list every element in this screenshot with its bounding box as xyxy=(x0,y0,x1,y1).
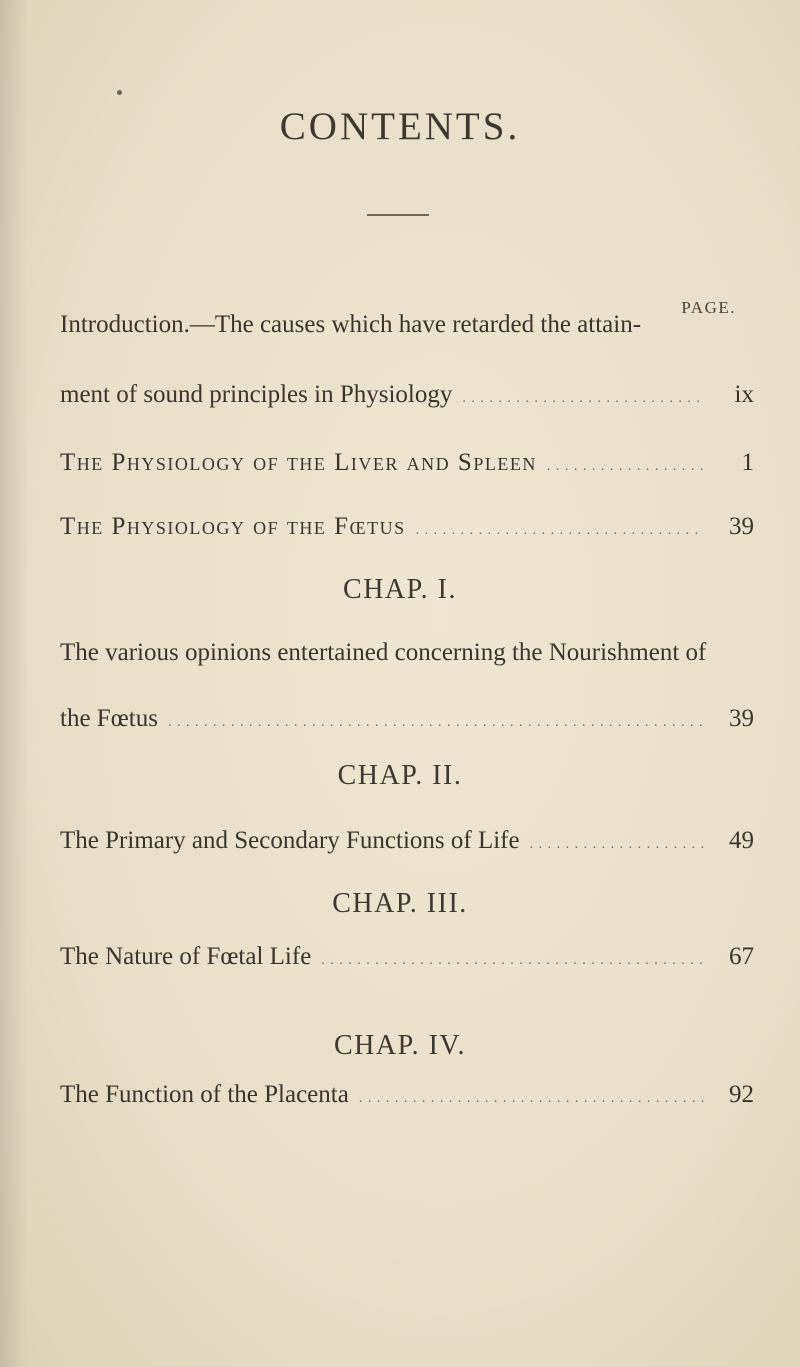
toc-entry-text: the Fœtus xyxy=(60,705,158,732)
toc-entry-chap2 xyxy=(60,826,762,860)
toc-entry-chap4 xyxy=(60,1080,762,1114)
toc-entry-foetus xyxy=(60,512,762,546)
toc-entry-introduction-line1 xyxy=(60,310,762,340)
toc-entry-chap1-line2 xyxy=(60,704,762,738)
toc-page-number: 39 xyxy=(729,513,754,540)
contents-heading: CONTENTS. xyxy=(279,105,521,148)
dot-leader xyxy=(321,946,704,976)
ink-speck xyxy=(117,90,122,95)
toc-entry-text: Introduction.—The causes which have retarded the attain- xyxy=(60,311,642,338)
chapter-heading-2: CHAP. II. xyxy=(337,760,463,791)
dot-leader xyxy=(359,1084,704,1114)
dot-leader xyxy=(462,384,704,414)
toc-page-number: 39 xyxy=(729,705,754,732)
toc-entry-text: The Primary and Secondary Functions of Life xyxy=(60,827,520,854)
toc-entry-text: ment of sound principles in Physiology xyxy=(60,381,453,408)
spine-shadow xyxy=(0,0,28,1367)
toc-entry-text: The Nature of Fœtal Life xyxy=(60,943,312,970)
page-column-label: PAGE. xyxy=(681,298,736,317)
heading-rule xyxy=(367,214,429,216)
chapter-heading-3: CHAP. III. xyxy=(332,888,468,919)
toc-entry-text: The Physiology of the Fœtus xyxy=(60,513,406,540)
toc-entry-introduction-line2 xyxy=(60,380,762,414)
chapter-heading-1: CHAP. I. xyxy=(343,574,457,605)
toc-page-number: 49 xyxy=(729,827,754,854)
chapter-heading-4: CHAP. IV. xyxy=(333,1030,467,1061)
toc-entry-text: The Function of the Placenta xyxy=(60,1081,349,1108)
toc-page-number: 67 xyxy=(729,943,754,970)
dot-leader xyxy=(168,708,704,738)
toc-entry-text: The various opinions entertained concerning the Nourishment of xyxy=(60,639,707,666)
dot-leader xyxy=(547,452,704,482)
toc-entry-text: The Physiology of the Liver and Spleen xyxy=(60,449,537,476)
dot-leader xyxy=(530,830,704,860)
toc-entry-chap3 xyxy=(60,942,762,976)
toc-page-number: ix xyxy=(734,381,754,408)
toc-page-number: 92 xyxy=(729,1081,754,1108)
toc-entry-liver-spleen xyxy=(60,448,762,482)
dot-leader xyxy=(416,516,704,546)
toc-entry-chap1-line1 xyxy=(60,638,762,668)
toc-page-number: 1 xyxy=(741,449,754,476)
